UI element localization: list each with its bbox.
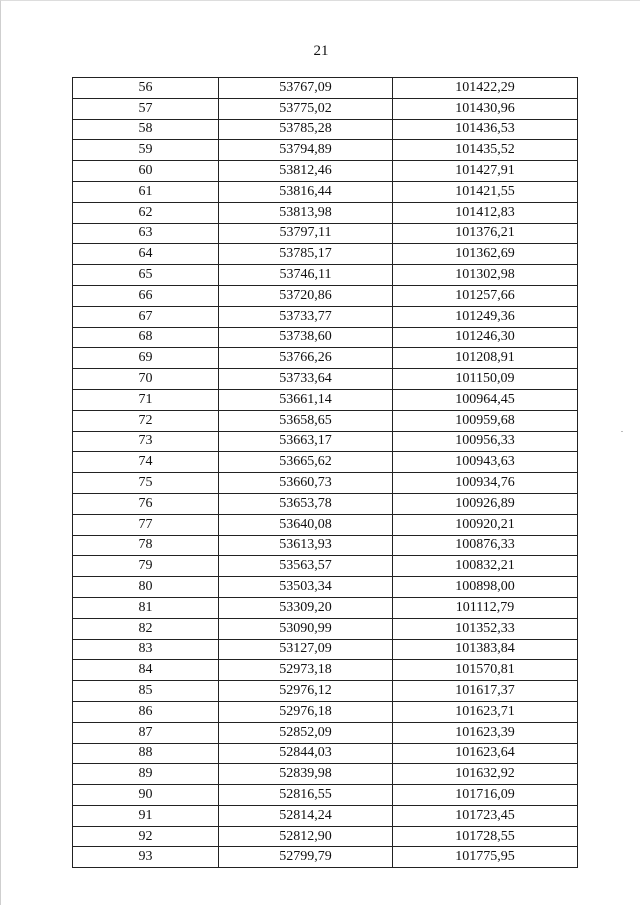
table-row: [73, 369, 578, 390]
table-row: [73, 805, 578, 826]
point-number-cell: 76: [73, 493, 219, 514]
x-coordinate-cell: 53663,17: [219, 431, 393, 452]
y-coordinate-cell: 100898,00: [393, 577, 578, 598]
table-row: [73, 348, 578, 369]
point-number-cell: 73: [73, 431, 219, 452]
table-row: [73, 285, 578, 306]
point-number-cell: 56: [73, 78, 219, 99]
y-coordinate-cell: 101570,81: [393, 660, 578, 681]
x-coordinate-cell: 52844,03: [219, 743, 393, 764]
x-coordinate-cell: 53816,44: [219, 181, 393, 202]
x-coordinate-cell: 53766,26: [219, 348, 393, 369]
x-coordinate-cell: 52839,98: [219, 764, 393, 785]
point-number-cell: 92: [73, 826, 219, 847]
page-number: 21: [313, 43, 329, 59]
point-number-cell: 88: [73, 743, 219, 764]
table-row: [73, 181, 578, 202]
x-coordinate-cell: 53746,11: [219, 265, 393, 286]
y-coordinate-cell: 101383,84: [393, 639, 578, 660]
point-number-cell: 62: [73, 202, 219, 223]
y-coordinate-cell: 101249,36: [393, 306, 578, 327]
point-number-cell: 77: [73, 514, 219, 535]
table-row: [73, 244, 578, 265]
x-coordinate-cell: 53503,34: [219, 577, 393, 598]
y-coordinate-cell: 101435,52: [393, 140, 578, 161]
scan-speck: [621, 431, 623, 432]
table-row: [73, 577, 578, 598]
point-number-cell: 66: [73, 285, 219, 306]
x-coordinate-cell: 52973,18: [219, 660, 393, 681]
x-coordinate-cell: 53785,17: [219, 244, 393, 265]
y-coordinate-cell: 101617,37: [393, 681, 578, 702]
table-row: [73, 514, 578, 535]
point-number-cell: 61: [73, 181, 219, 202]
table-row: [73, 161, 578, 182]
point-number-cell: 87: [73, 722, 219, 743]
x-coordinate-cell: 52816,55: [219, 785, 393, 806]
table-row: [73, 597, 578, 618]
table-row: [73, 639, 578, 660]
point-number-cell: 81: [73, 597, 219, 618]
coordinates-table-body: [73, 78, 578, 868]
point-number-cell: 67: [73, 306, 219, 327]
y-coordinate-cell: 101112,79: [393, 597, 578, 618]
y-coordinate-cell: 101427,91: [393, 161, 578, 182]
point-number-cell: 83: [73, 639, 219, 660]
point-number-cell: 90: [73, 785, 219, 806]
point-number-cell: 65: [73, 265, 219, 286]
table-row: [73, 660, 578, 681]
y-coordinate-cell: 101246,30: [393, 327, 578, 348]
point-number-cell: 82: [73, 618, 219, 639]
x-coordinate-cell: 53720,86: [219, 285, 393, 306]
table-row: [73, 78, 578, 99]
table-row: [73, 681, 578, 702]
x-coordinate-cell: 52799,79: [219, 847, 393, 868]
table-row: [73, 847, 578, 868]
x-coordinate-cell: 53767,09: [219, 78, 393, 99]
x-coordinate-cell: 53738,60: [219, 327, 393, 348]
table-row: [73, 410, 578, 431]
x-coordinate-cell: 52812,90: [219, 826, 393, 847]
y-coordinate-cell: 100934,76: [393, 473, 578, 494]
table-row: [73, 556, 578, 577]
y-coordinate-cell: 101430,96: [393, 98, 578, 119]
x-coordinate-cell: 53090,99: [219, 618, 393, 639]
x-coordinate-cell: 53653,78: [219, 493, 393, 514]
point-number-cell: 74: [73, 452, 219, 473]
table-row: [73, 202, 578, 223]
x-coordinate-cell: 53812,46: [219, 161, 393, 182]
y-coordinate-cell: 101436,53: [393, 119, 578, 140]
point-number-cell: 91: [73, 805, 219, 826]
table-row: [73, 535, 578, 556]
table-row: [73, 98, 578, 119]
x-coordinate-cell: 53613,93: [219, 535, 393, 556]
table-row: [73, 473, 578, 494]
x-coordinate-cell: 52976,18: [219, 701, 393, 722]
x-coordinate-cell: 53733,64: [219, 369, 393, 390]
point-number-cell: 86: [73, 701, 219, 722]
table-row: [73, 452, 578, 473]
table-row: [73, 785, 578, 806]
y-coordinate-cell: 101723,45: [393, 805, 578, 826]
x-coordinate-cell: 53660,73: [219, 473, 393, 494]
point-number-cell: 58: [73, 119, 219, 140]
point-number-cell: 71: [73, 389, 219, 410]
table-row: [73, 306, 578, 327]
point-number-cell: 85: [73, 681, 219, 702]
table-row: [73, 618, 578, 639]
y-coordinate-cell: 100956,33: [393, 431, 578, 452]
y-coordinate-cell: 101632,92: [393, 764, 578, 785]
table-row: [73, 140, 578, 161]
y-coordinate-cell: 101412,83: [393, 202, 578, 223]
y-coordinate-cell: 101421,55: [393, 181, 578, 202]
table-row: [73, 431, 578, 452]
table-row: [73, 493, 578, 514]
point-number-cell: 72: [73, 410, 219, 431]
table-row: [73, 826, 578, 847]
y-coordinate-cell: 100964,45: [393, 389, 578, 410]
point-number-cell: 57: [73, 98, 219, 119]
y-coordinate-cell: 101623,71: [393, 701, 578, 722]
point-number-cell: 64: [73, 244, 219, 265]
x-coordinate-cell: 52852,09: [219, 722, 393, 743]
point-number-cell: 89: [73, 764, 219, 785]
y-coordinate-cell: 101150,09: [393, 369, 578, 390]
table-row: [73, 265, 578, 286]
y-coordinate-cell: 100832,21: [393, 556, 578, 577]
y-coordinate-cell: 101257,66: [393, 285, 578, 306]
point-number-cell: 84: [73, 660, 219, 681]
x-coordinate-cell: 53127,09: [219, 639, 393, 660]
point-number-cell: 59: [73, 140, 219, 161]
x-coordinate-cell: 53797,11: [219, 223, 393, 244]
x-coordinate-cell: 53563,57: [219, 556, 393, 577]
point-number-cell: 63: [73, 223, 219, 244]
y-coordinate-cell: 101716,09: [393, 785, 578, 806]
table-row: [73, 223, 578, 244]
table-row: [73, 743, 578, 764]
x-coordinate-cell: 53661,14: [219, 389, 393, 410]
y-coordinate-cell: 101208,91: [393, 348, 578, 369]
point-number-cell: 78: [73, 535, 219, 556]
y-coordinate-cell: 101623,39: [393, 722, 578, 743]
point-number-cell: 79: [73, 556, 219, 577]
y-coordinate-cell: 101302,98: [393, 265, 578, 286]
x-coordinate-cell: 53813,98: [219, 202, 393, 223]
x-coordinate-cell: 53785,28: [219, 119, 393, 140]
y-coordinate-cell: 100926,89: [393, 493, 578, 514]
y-coordinate-cell: 100920,21: [393, 514, 578, 535]
y-coordinate-cell: 101623,64: [393, 743, 578, 764]
x-coordinate-cell: 53640,08: [219, 514, 393, 535]
table-row: [73, 701, 578, 722]
point-number-cell: 93: [73, 847, 219, 868]
point-number-cell: 75: [73, 473, 219, 494]
x-coordinate-cell: 53658,65: [219, 410, 393, 431]
table-row: [73, 327, 578, 348]
y-coordinate-cell: 101376,21: [393, 223, 578, 244]
y-coordinate-cell: 101728,55: [393, 826, 578, 847]
table-row: [73, 119, 578, 140]
x-coordinate-cell: 52976,12: [219, 681, 393, 702]
y-coordinate-cell: 100943,63: [393, 452, 578, 473]
y-coordinate-cell: 101422,29: [393, 78, 578, 99]
x-coordinate-cell: 53309,20: [219, 597, 393, 618]
table-row: [73, 722, 578, 743]
point-number-cell: 69: [73, 348, 219, 369]
x-coordinate-cell: 52814,24: [219, 805, 393, 826]
point-number-cell: 80: [73, 577, 219, 598]
y-coordinate-cell: 100876,33: [393, 535, 578, 556]
table-row: [73, 764, 578, 785]
y-coordinate-cell: 101352,33: [393, 618, 578, 639]
point-number-cell: 60: [73, 161, 219, 182]
x-coordinate-cell: 53733,77: [219, 306, 393, 327]
coordinates-table: [72, 77, 578, 868]
x-coordinate-cell: 53775,02: [219, 98, 393, 119]
y-coordinate-cell: 100959,68: [393, 410, 578, 431]
x-coordinate-cell: 53665,62: [219, 452, 393, 473]
point-number-cell: 68: [73, 327, 219, 348]
x-coordinate-cell: 53794,89: [219, 140, 393, 161]
y-coordinate-cell: 101362,69: [393, 244, 578, 265]
y-coordinate-cell: 101775,95: [393, 847, 578, 868]
table-row: [73, 389, 578, 410]
point-number-cell: 70: [73, 369, 219, 390]
